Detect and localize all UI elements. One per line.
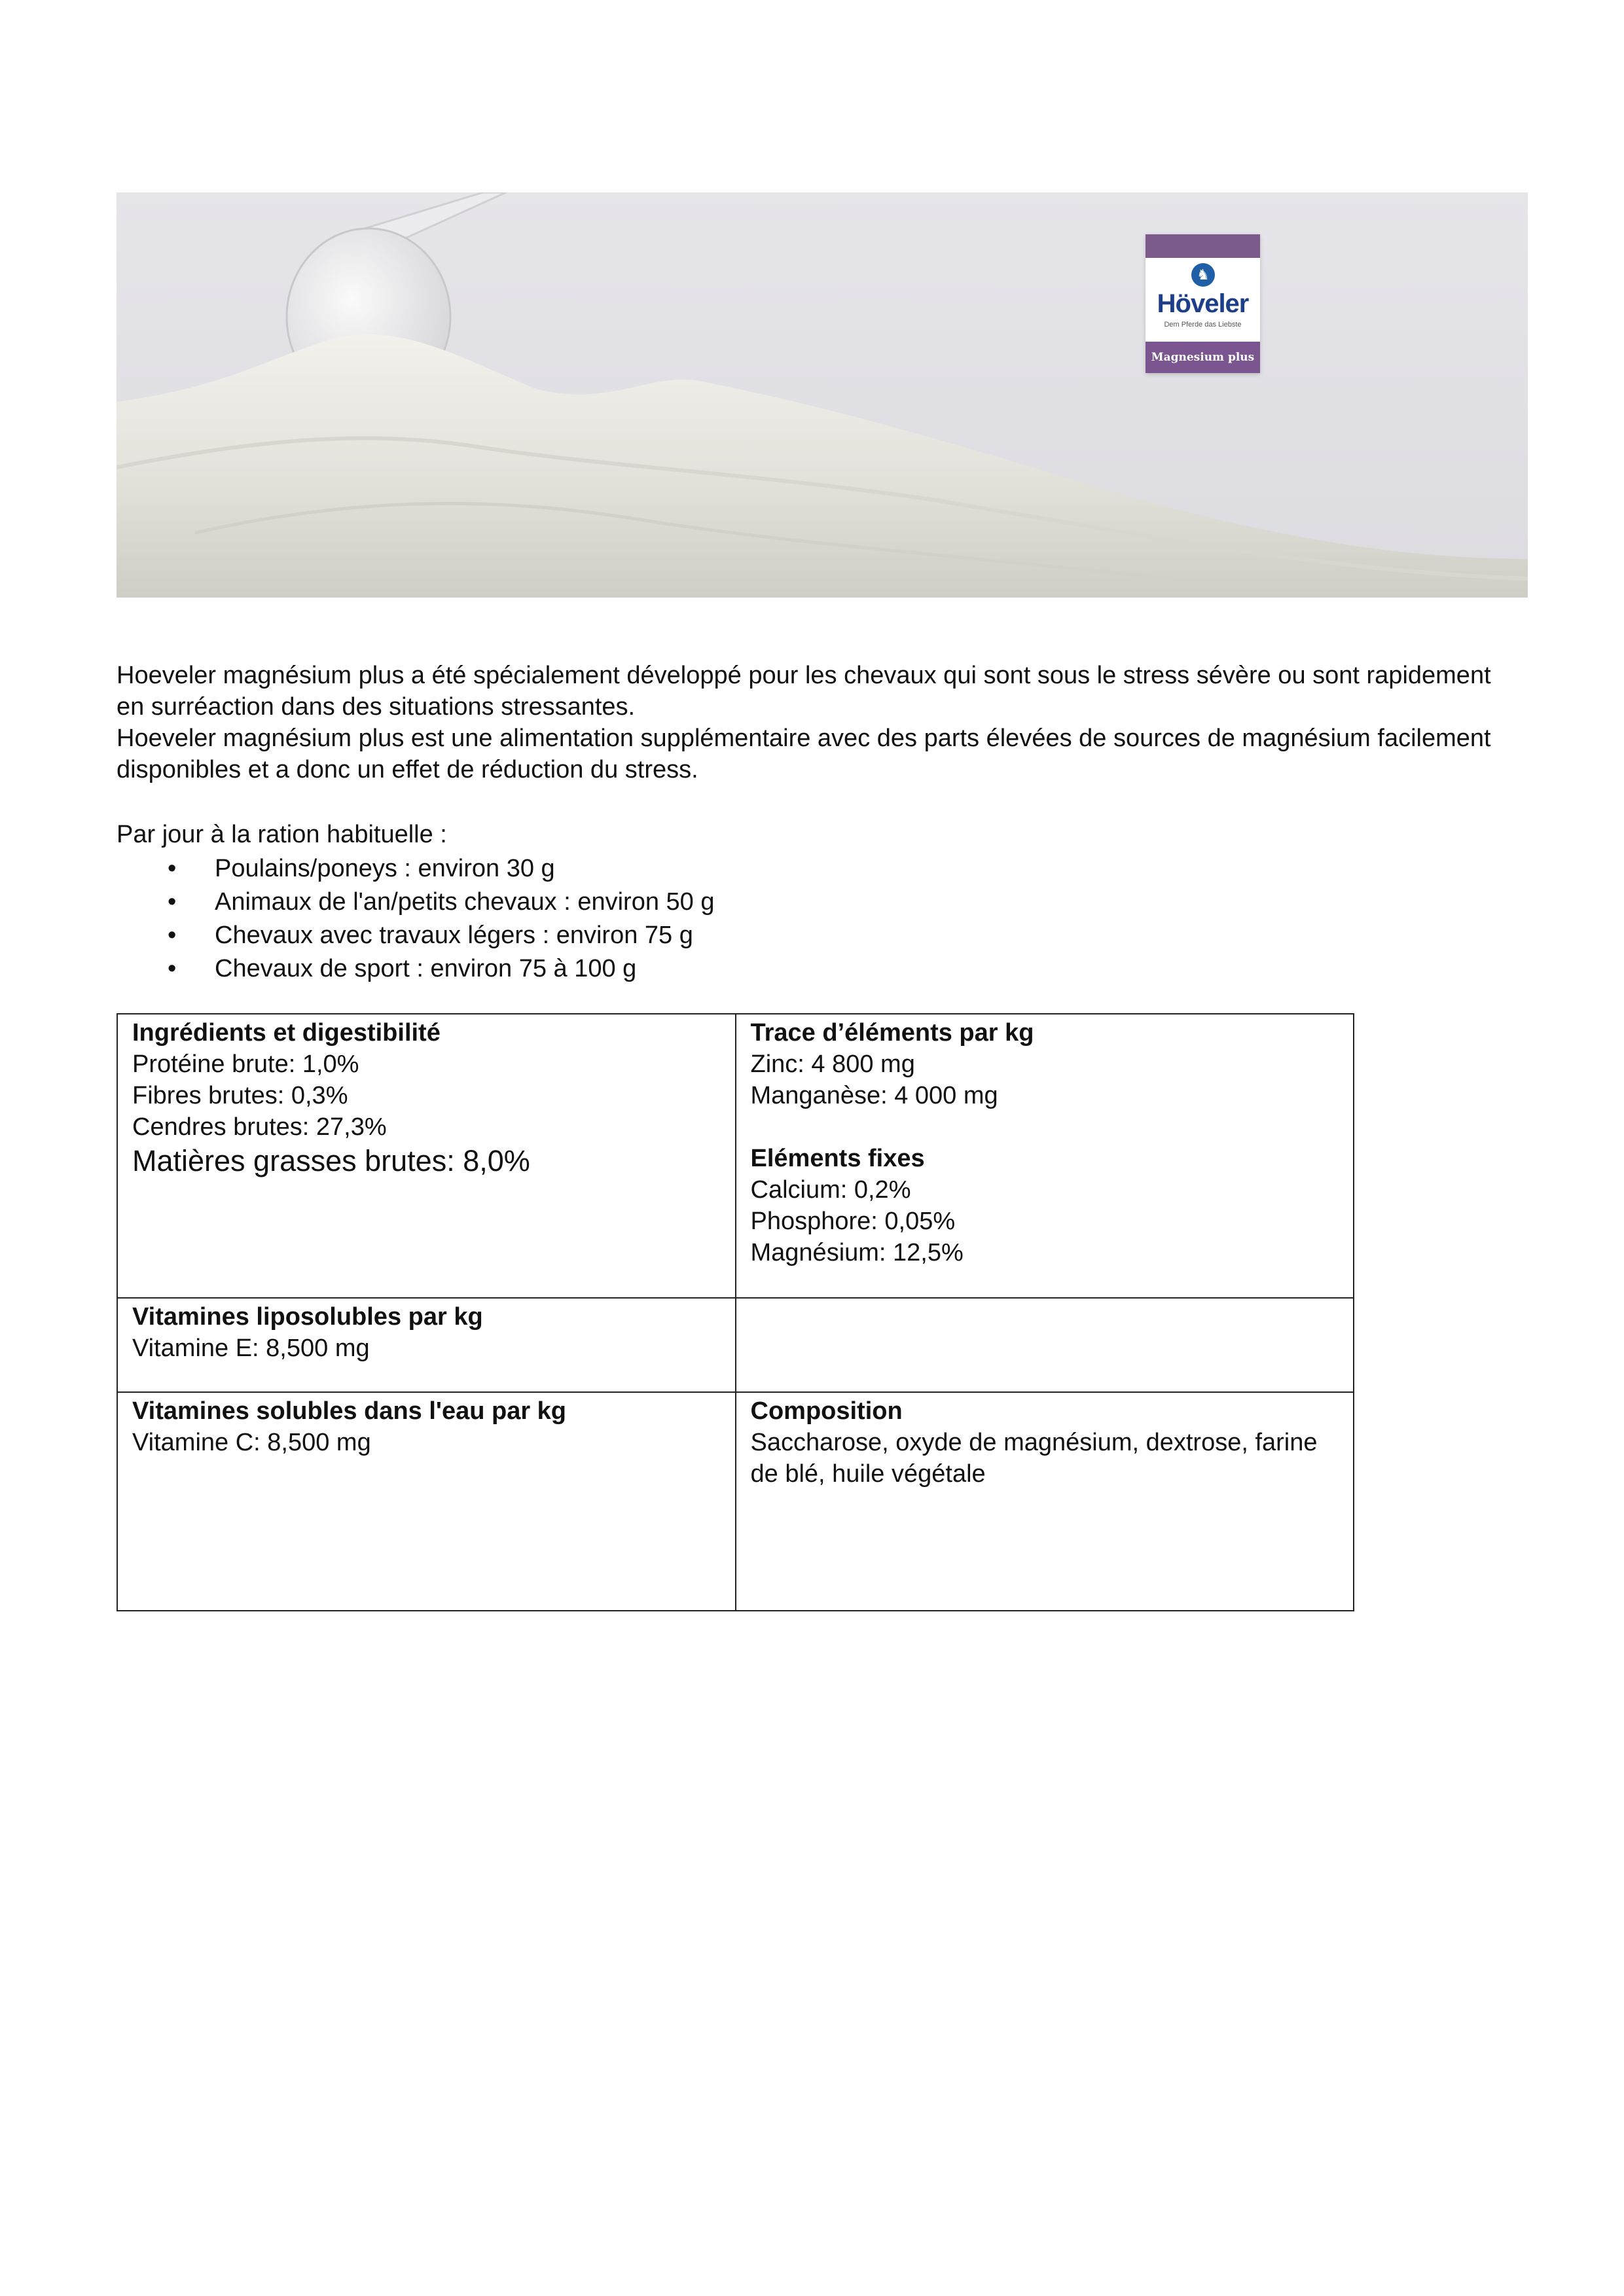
intro-paragraph-2: Hoeveler magnésium plus est une alimentation supplémentaire avec des parts élevées de sources de magnésium facilement disponibles et a donc un effet de réduction du stress. xyxy=(117,725,1491,783)
fixed-line: Calcium: 0,2% xyxy=(750,1176,911,1204)
list-item: • Poulains/poneys : environ 30 g xyxy=(117,852,715,886)
ingredients-line: Cendres brutes: 27,3% xyxy=(132,1113,387,1141)
list-item: • Chevaux de sport : environ 75 à 100 g xyxy=(117,952,715,986)
trace-line: Zinc: 4 800 mg xyxy=(750,1050,915,1078)
empty-cell xyxy=(736,1298,1354,1392)
hoveler-logo xyxy=(1146,234,1260,373)
fat-vitamins-heading: Vitamines liposolubles par kg xyxy=(132,1303,483,1331)
trace-elements-cell xyxy=(736,1014,1354,1298)
water-vitamins-heading: Vitamines solubles dans l'eau par kg xyxy=(132,1397,567,1425)
fixed-line: Magnésium: 12,5% xyxy=(750,1239,964,1266)
product-photo xyxy=(117,192,1528,598)
water-vitamins-cell xyxy=(117,1392,736,1611)
table-row xyxy=(117,1014,1354,1298)
water-vitamins-line: Vitamine C: 8,500 mg xyxy=(132,1429,371,1456)
horse-icon: ♞ xyxy=(1191,263,1215,287)
trace-line: Manganèse: 4 000 mg xyxy=(750,1082,998,1109)
logo-tagline: Dem Pferde das Liebste xyxy=(1164,321,1242,329)
logo-product: Magnesium plus xyxy=(1146,342,1260,373)
nutrition-table xyxy=(117,1013,1354,1611)
table-row xyxy=(117,1392,1354,1611)
logo-brand: Höveler xyxy=(1157,289,1249,318)
logo-top-band xyxy=(1146,234,1260,258)
table-row xyxy=(117,1298,1354,1392)
ingredients-line: Protéine brute: 1,0% xyxy=(132,1050,359,1078)
powder-pile-illustration xyxy=(117,192,1528,598)
composition-text: Saccharose, oxyde de magnésium, dextrose, farine de blé, huile végétale xyxy=(750,1429,1318,1488)
fat-vitamins-cell xyxy=(117,1298,736,1392)
composition-cell xyxy=(736,1392,1354,1611)
fat-vitamins-line: Vitamine E: 8,500 mg xyxy=(132,1335,370,1362)
fixed-line: Phosphore: 0,05% xyxy=(750,1208,956,1235)
ingredients-fat-line: Matières grasses brutes: 8,0% xyxy=(132,1144,530,1177)
ration-list xyxy=(117,852,715,986)
ingredients-heading: Ingrédients et digestibilité xyxy=(132,1019,441,1047)
ration-title: Par jour à la ration habituelle : xyxy=(117,821,447,848)
list-item: • Chevaux avec travaux légers : environ 75 g xyxy=(117,919,715,952)
ingredients-line: Fibres brutes: 0,3% xyxy=(132,1082,348,1109)
composition-heading: Composition xyxy=(750,1397,903,1425)
trace-heading: Trace d’éléments par kg xyxy=(750,1019,1034,1047)
ingredients-cell xyxy=(117,1014,736,1298)
intro-text xyxy=(117,660,1511,785)
intro-paragraph-1: Hoeveler magnésium plus a été spécialement développé pour les chevaux qui sont sous le stress sévère ou sont rapidement en surréaction dans des situations stressantes. xyxy=(117,662,1491,721)
list-item: • Animaux de l'an/petits chevaux : environ 50 g xyxy=(117,886,715,919)
fixed-heading: Eléments fixes xyxy=(750,1145,925,1172)
